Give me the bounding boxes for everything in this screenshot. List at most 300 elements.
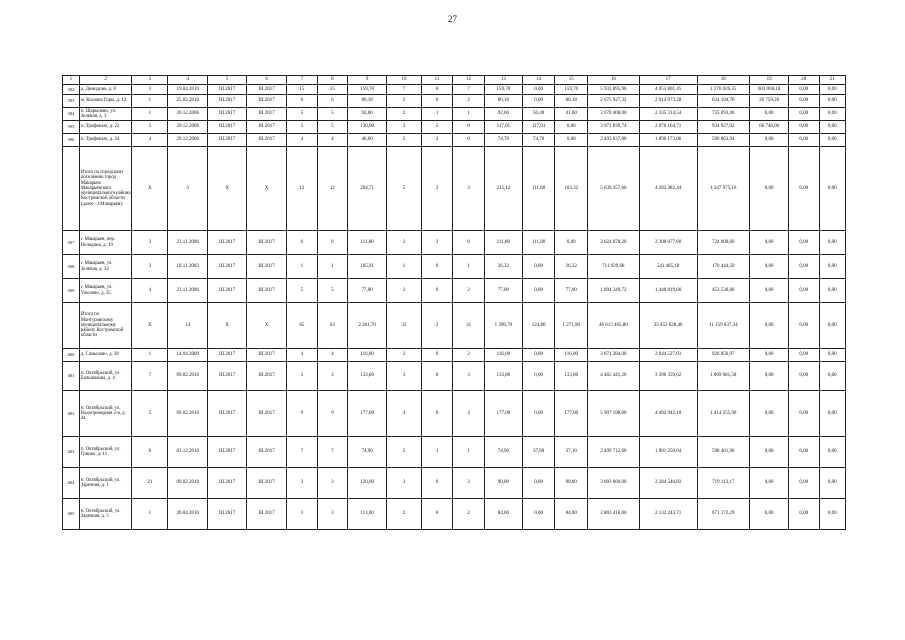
table-cell: 0,00 xyxy=(750,349,789,362)
table-cell: 711 929,68 xyxy=(588,255,640,279)
table-cell: 63 xyxy=(317,303,348,349)
column-number-cell: 16 xyxy=(588,76,640,85)
table-cell: III.2017 xyxy=(208,279,247,303)
table-cell: 0,00 xyxy=(819,85,845,95)
table-cell: 5 xyxy=(317,108,348,121)
table-cell: 1 896 173,86 xyxy=(639,134,697,147)
table-cell: 0,00 xyxy=(789,147,820,231)
table-cell: 124,80 xyxy=(522,303,555,349)
address-cell: п. Октябрьский, ул. Большакова, д. 4 xyxy=(79,362,132,391)
table-cell: 934 927,03 xyxy=(697,121,750,134)
table-cell: 735 093,46 xyxy=(697,108,750,121)
table-cell: 215,12 xyxy=(484,147,522,231)
table-cell: III.2017 xyxy=(208,134,247,147)
table-cell: III.2017 xyxy=(247,279,287,303)
table-cell: 35 453 628,46 xyxy=(639,303,697,349)
column-number-cell: 7 xyxy=(287,76,318,85)
table-cell: 0,00 xyxy=(750,303,789,349)
table-cell: 2 493 037,80 xyxy=(588,134,640,147)
table-cell: 0,00 xyxy=(522,468,555,499)
table-cell: X xyxy=(132,303,168,349)
table-row xyxy=(63,391,846,437)
table-cell: 0 xyxy=(421,468,453,499)
table-cell: 80,18 xyxy=(484,95,522,108)
table-cell: 111,80 xyxy=(522,147,555,231)
table-cell: III.2017 xyxy=(208,121,247,134)
table-cell: 46,00 xyxy=(348,134,387,147)
address-cell: Итого по Мантуровскому муниципальному району Костромской области xyxy=(79,303,132,349)
table-cell: 11 159 837,34 xyxy=(697,303,750,349)
table-row xyxy=(63,499,846,530)
table-cell: 5 xyxy=(132,391,168,437)
table-cell: 3 xyxy=(287,362,318,391)
table-cell: 396 xyxy=(63,134,80,147)
table-cell: 0,00 xyxy=(522,391,555,437)
table-cell: 2 xyxy=(387,134,422,147)
column-number-cell: 10 xyxy=(387,76,422,85)
table-cell: 74,70 xyxy=(522,134,555,147)
table-cell: 21 xyxy=(132,468,168,499)
table-cell: 2 xyxy=(387,279,422,303)
table-cell: 1 xyxy=(132,349,168,362)
table-row xyxy=(63,108,846,121)
table-cell: 5 xyxy=(317,121,348,134)
table-cell: 19.04.2010 xyxy=(168,85,208,95)
table-cell: X xyxy=(132,147,168,231)
table-row xyxy=(63,147,846,231)
table-cell: 402 xyxy=(63,391,80,437)
table-cell: 3 xyxy=(287,499,318,530)
table-cell: 1 xyxy=(453,437,485,468)
table-cell: 404 xyxy=(63,468,80,499)
table-cell: 0,00 xyxy=(750,437,789,468)
table-cell: 6 xyxy=(132,437,168,468)
table-cell: 0,00 xyxy=(522,499,555,530)
table-cell: 20.04.2010 xyxy=(168,499,208,530)
table-cell: 7 xyxy=(317,437,348,468)
table-cell: 3 xyxy=(453,147,485,231)
table-cell: 103,32 xyxy=(555,147,588,231)
column-number-cell: 8 xyxy=(317,76,348,85)
table-cell: 392 xyxy=(63,85,80,95)
table-cell: 0,00 xyxy=(750,362,789,391)
table-cell: III.2017 xyxy=(247,255,287,279)
table-row xyxy=(63,95,846,108)
table-cell: 33 xyxy=(387,303,422,349)
table-cell: 133,80 xyxy=(484,362,522,391)
table-cell: 116,00 xyxy=(555,349,588,362)
table-cell: 177,00 xyxy=(484,391,522,437)
table-cell: 5 xyxy=(421,121,453,134)
table-cell: 2 944 527,03 xyxy=(639,349,697,362)
table-cell: 0,00 xyxy=(819,437,845,468)
table-cell: 159,70 xyxy=(555,85,588,95)
table-cell: 0,00 xyxy=(750,134,789,147)
table-cell: 1 271,90 xyxy=(555,303,588,349)
table-cell: III.2017 xyxy=(208,95,247,108)
table-cell: 3 xyxy=(132,231,168,255)
table-cell: 603 068,18 xyxy=(750,85,789,95)
table-cell: 15 xyxy=(287,85,318,95)
column-number-cell: 3 xyxy=(132,76,168,85)
table-cell: 0,00 xyxy=(789,231,820,255)
table-cell: 3 xyxy=(317,362,348,391)
table-cell: 4 282 382,44 xyxy=(639,147,697,231)
table-cell: 1 xyxy=(132,108,168,121)
table-cell: 3 024 078,20 xyxy=(588,231,640,255)
table-cell: 25.02.2010 xyxy=(168,95,208,108)
table-cell: 0 xyxy=(421,499,453,530)
table-cell: 0,00 xyxy=(819,391,845,437)
table-cell: 398 xyxy=(63,255,80,279)
table-row xyxy=(63,85,846,95)
table-cell: 74,70 xyxy=(484,134,522,147)
table-cell: 2 132 243,71 xyxy=(639,499,697,530)
table-cell: 26,32 xyxy=(484,255,522,279)
table-cell: 66 748,00 xyxy=(750,121,789,134)
table-cell: 2 201,70 xyxy=(348,303,387,349)
address-cell: г. Макарьев, пер. Володина, д. 19 xyxy=(79,231,132,255)
table-cell: 77,00 xyxy=(348,279,387,303)
table-row xyxy=(63,437,846,468)
table-cell: 0,00 xyxy=(750,231,789,255)
table-cell: 0,00 xyxy=(522,255,555,279)
table-cell: 0,00 xyxy=(750,255,789,279)
table-cell: 29.12.2006 xyxy=(168,121,208,134)
table-cell: 117,01 xyxy=(484,121,522,134)
table-cell: 2 xyxy=(387,95,422,108)
table-cell: 0 xyxy=(453,121,485,134)
table-cell: III.2017 xyxy=(247,121,287,134)
table-cell: 116,00 xyxy=(348,349,387,362)
table-cell: 65 xyxy=(287,303,318,349)
table-cell: 0,00 xyxy=(819,95,845,108)
table-cell: 26 759,26 xyxy=(750,95,789,108)
table-cell: 3 xyxy=(287,468,318,499)
table-cell: 37,10 xyxy=(555,437,588,468)
table-cell: 0 xyxy=(421,95,453,108)
address-cell: г. Макарьев, ул. Зеленая, д. 32 xyxy=(79,255,132,279)
table-cell: 0,00 xyxy=(789,303,820,349)
table-cell: 23.11.2006 xyxy=(168,279,208,303)
table-cell: 4 xyxy=(387,391,422,437)
table-cell: III.2017 xyxy=(247,391,287,437)
table-cell: 2 xyxy=(453,279,485,303)
table-cell: 12 xyxy=(287,147,318,231)
table-cell: 0 xyxy=(453,231,485,255)
table-cell: 159,70 xyxy=(484,85,522,95)
table-cell: 74,90 xyxy=(348,437,387,468)
table-cell: 2 xyxy=(387,349,422,362)
table-cell: 0,00 xyxy=(522,279,555,303)
table-cell: 0,00 xyxy=(789,391,820,437)
table-cell: III.2017 xyxy=(208,231,247,255)
table-cell: 0,00 xyxy=(789,121,820,134)
column-number-row xyxy=(63,76,846,85)
table-cell: 7 xyxy=(387,85,422,95)
table-cell: 1 xyxy=(387,255,422,279)
table-cell: X xyxy=(208,147,247,231)
table-cell: 12 xyxy=(317,147,348,231)
table-cell: 3 xyxy=(453,468,485,499)
table-cell: 105,91 xyxy=(348,255,387,279)
table-cell: 09.02.2010 xyxy=(168,362,208,391)
table-cell: 77,00 xyxy=(555,279,588,303)
table-cell: III.2017 xyxy=(247,134,287,147)
page-number: 27 xyxy=(448,14,457,24)
table-cell: 0,00 xyxy=(789,95,820,108)
table-cell: 14 xyxy=(168,303,208,349)
table-cell: 0 xyxy=(421,255,453,279)
table-cell: 2 914 973,28 xyxy=(639,95,697,108)
table-cell: 2 xyxy=(453,349,485,362)
table-row xyxy=(63,349,846,362)
table-cell: 3 xyxy=(317,499,348,530)
table-cell: 4 xyxy=(317,349,348,362)
table-cell: 3 xyxy=(287,121,318,134)
table-cell: 84,00 xyxy=(555,499,588,530)
table-cell: 0,00 xyxy=(819,468,845,499)
table-cell: X xyxy=(208,303,247,349)
table-cell: 3 xyxy=(453,362,485,391)
table-cell: 23.11.2006 xyxy=(168,231,208,255)
table-cell: 0,00 xyxy=(555,121,588,134)
table-cell: 3 xyxy=(387,362,422,391)
table-cell: 0 xyxy=(421,349,453,362)
table-cell: 3 396 359,62 xyxy=(639,362,697,391)
table-cell: 2 675 927,32 xyxy=(588,95,640,108)
table-cell: 2 xyxy=(421,147,453,231)
table-cell: 41,60 xyxy=(555,108,588,121)
table-cell: III.2017 xyxy=(208,468,247,499)
table-cell: 111,80 xyxy=(522,231,555,255)
table-cell: 0,00 xyxy=(819,255,845,279)
table-cell: 400 xyxy=(63,349,80,362)
table-cell: III.2017 xyxy=(247,468,287,499)
table-cell: III.2017 xyxy=(247,499,287,530)
table-cell: 2 xyxy=(453,95,485,108)
table-cell: 3 xyxy=(132,85,168,95)
table-cell: III.2017 xyxy=(247,349,287,362)
table-cell: 598 461,96 xyxy=(697,437,750,468)
table-cell: 0 xyxy=(421,85,453,95)
table-cell: 0,00 xyxy=(750,499,789,530)
column-number-cell: 4 xyxy=(168,76,208,85)
table-row xyxy=(63,468,846,499)
table-cell: 294,71 xyxy=(348,147,387,231)
housing-registry-table xyxy=(62,75,846,530)
table-cell: 634 194,78 xyxy=(697,95,750,108)
table-cell: 77,00 xyxy=(484,279,522,303)
table-cell: 92,00 xyxy=(484,108,522,121)
table-cell: 0 xyxy=(421,391,453,437)
table-cell: 1 xyxy=(132,499,168,530)
table-cell: 2 300 077,60 xyxy=(639,231,697,255)
table-cell: 2 xyxy=(387,231,422,255)
table-cell: 15 xyxy=(317,85,348,95)
table-cell: 170 444,50 xyxy=(697,255,750,279)
table-cell: 159,70 xyxy=(348,85,387,95)
table-cell: 7 xyxy=(132,362,168,391)
column-number-cell: 21 xyxy=(819,76,845,85)
table-cell: III.2017 xyxy=(247,108,287,121)
table-cell: 0,00 xyxy=(555,231,588,255)
table-cell: 0,00 xyxy=(750,108,789,121)
table-cell: 0,00 xyxy=(750,279,789,303)
table-cell: 0,00 xyxy=(789,279,820,303)
table-cell: 29.12.2006 xyxy=(168,134,208,147)
address-cell: д. Самылово, д. 38 xyxy=(79,349,132,362)
table-cell: 0,00 xyxy=(819,303,845,349)
table-cell: 0,00 xyxy=(819,134,845,147)
table-row xyxy=(63,231,846,255)
table-cell: 4 xyxy=(317,134,348,147)
table-cell: 3 xyxy=(132,255,168,279)
table-cell: 1 xyxy=(453,255,485,279)
table-cell: 0,00 xyxy=(789,134,820,147)
address-cell: г. Макарьев, ул. Ужолово, д. 35 xyxy=(79,279,132,303)
table-cell: 3 971 839,74 xyxy=(588,121,640,134)
table-cell: 2 xyxy=(421,134,453,147)
table-cell: 1 276 026,35 xyxy=(697,85,750,95)
table-cell: III.2017 xyxy=(208,391,247,437)
table-cell: 6 xyxy=(287,95,318,108)
table-cell: 5 xyxy=(317,279,348,303)
table-cell: 0,00 xyxy=(789,255,820,279)
table-cell: 0,00 xyxy=(789,362,820,391)
table-cell: 405 xyxy=(63,499,80,530)
table-cell: 0,00 xyxy=(522,95,555,108)
address-cell: п. Октябрьский, ул. Гринко, д. 11 xyxy=(79,437,132,468)
table-cell: 395 xyxy=(63,121,80,134)
address-cell: п. Октябрьский, ул. Заречная, д. 1 xyxy=(79,468,132,499)
table-cell: 50,40 xyxy=(522,108,555,121)
table-cell: 80,18 xyxy=(555,95,588,108)
table-cell: 2 xyxy=(421,303,453,349)
table-cell: III.2017 xyxy=(208,255,247,279)
table-cell: 453 530,06 xyxy=(697,279,750,303)
column-number-cell: 9 xyxy=(348,76,387,85)
column-number-cell: 15 xyxy=(555,76,588,85)
column-number-cell: 11 xyxy=(421,76,453,85)
table-cell: 0 xyxy=(421,362,453,391)
table-cell: 0,00 xyxy=(789,437,820,468)
table-cell: 3 xyxy=(387,121,422,134)
table-cell: III.2017 xyxy=(247,85,287,95)
table-cell: 20.12.2006 xyxy=(168,108,208,121)
table-cell: 2 803 416,00 xyxy=(588,499,640,530)
address-cell: п. Октябрьский, ул. Заречная, д. 5 xyxy=(79,499,132,530)
table-cell: 596 863,94 xyxy=(697,134,750,147)
table-cell: 399 xyxy=(63,279,80,303)
table-cell: 6 xyxy=(287,231,318,255)
table-cell: 0,00 xyxy=(522,349,555,362)
table-cell: 7 xyxy=(453,85,485,95)
table-cell: 9 xyxy=(317,391,348,437)
table-cell: 92,00 xyxy=(348,108,387,121)
table-cell: 0,00 xyxy=(750,147,789,231)
table-cell: 1 396,70 xyxy=(484,303,522,349)
table-cell: 5 xyxy=(287,279,318,303)
table-cell: 0,00 xyxy=(750,468,789,499)
table-cell: III.2017 xyxy=(208,362,247,391)
table-cell: 0 xyxy=(421,279,453,303)
table-cell: 0,00 xyxy=(819,279,845,303)
table-cell: 0,00 xyxy=(819,108,845,121)
table-cell: 0,00 xyxy=(819,231,845,255)
address-cell: Итого по городскому поселению город Макарьев Макарьевского муниципального района Костромской области (далее - г.Макарьев): xyxy=(79,147,132,231)
table-cell: 719 113,17 xyxy=(697,468,750,499)
table-cell: 4 xyxy=(287,134,318,147)
table-cell: 394 xyxy=(63,108,80,121)
table-cell: 5 xyxy=(387,147,422,231)
table-cell: 117,01 xyxy=(522,121,555,134)
table-cell: 74,90 xyxy=(484,437,522,468)
address-cell: д. Демидово, д. 8 xyxy=(79,85,132,95)
table-cell: 3 xyxy=(317,468,348,499)
address-cell: п. Октябрьский, ул. Водопроводная 2-я, д. 4а xyxy=(79,391,132,437)
table-cell: 111,80 xyxy=(348,231,387,255)
table-cell: 9 xyxy=(287,391,318,437)
table-cell: III.2017 xyxy=(208,85,247,95)
table-cell: III.2017 xyxy=(208,499,247,530)
table-cell: 90,00 xyxy=(484,468,522,499)
table-cell: 2 xyxy=(387,437,422,468)
table-cell: X xyxy=(247,303,287,349)
column-number-cell: 13 xyxy=(484,76,522,85)
table-cell: 3 871 384,00 xyxy=(588,349,640,362)
table-cell: 31 xyxy=(453,303,485,349)
table-row xyxy=(63,279,846,303)
table-cell: 724 000,60 xyxy=(697,231,750,255)
table-cell xyxy=(63,303,80,349)
table-cell: 0,00 xyxy=(819,362,845,391)
column-number-cell: 17 xyxy=(639,76,697,85)
table-cell: 133,80 xyxy=(348,362,387,391)
table-row xyxy=(63,362,846,391)
table-cell: 0,00 xyxy=(789,349,820,362)
table-cell: 1 414 255,90 xyxy=(697,391,750,437)
table-cell: 3 003 660,00 xyxy=(588,468,640,499)
table-cell: 1 069 081,58 xyxy=(697,362,750,391)
table-cell: 4 465 441,20 xyxy=(588,362,640,391)
table-row xyxy=(63,255,846,279)
table-cell: III.2017 xyxy=(247,95,287,108)
table-cell: 177,00 xyxy=(555,391,588,437)
table-cell: 4 492 942,10 xyxy=(639,391,697,437)
table-cell xyxy=(63,147,80,231)
table-cell: 5 630 357,60 xyxy=(588,147,640,231)
table-cell: 397 xyxy=(63,231,80,255)
table-cell: 03.12.2010 xyxy=(168,437,208,468)
table-cell: 2 xyxy=(421,231,453,255)
table-cell: 177,00 xyxy=(348,391,387,437)
table-cell: 6 xyxy=(317,95,348,108)
table-cell: 0,00 xyxy=(522,362,555,391)
table-cell: X xyxy=(247,147,287,231)
table-cell: 2 xyxy=(387,499,422,530)
table-body xyxy=(63,76,846,530)
table-cell: 4 053 801,45 xyxy=(639,85,697,95)
table-cell: 3 070 408,00 xyxy=(588,108,640,121)
table-cell: 116,00 xyxy=(484,349,522,362)
table-cell: 1 xyxy=(453,108,485,121)
table-cell: 0,00 xyxy=(819,349,845,362)
table-cell: 1 xyxy=(132,95,168,108)
table-cell: 671 172,29 xyxy=(697,499,750,530)
table-cell: 2 284 546,83 xyxy=(639,468,697,499)
table-cell: 6 xyxy=(317,231,348,255)
